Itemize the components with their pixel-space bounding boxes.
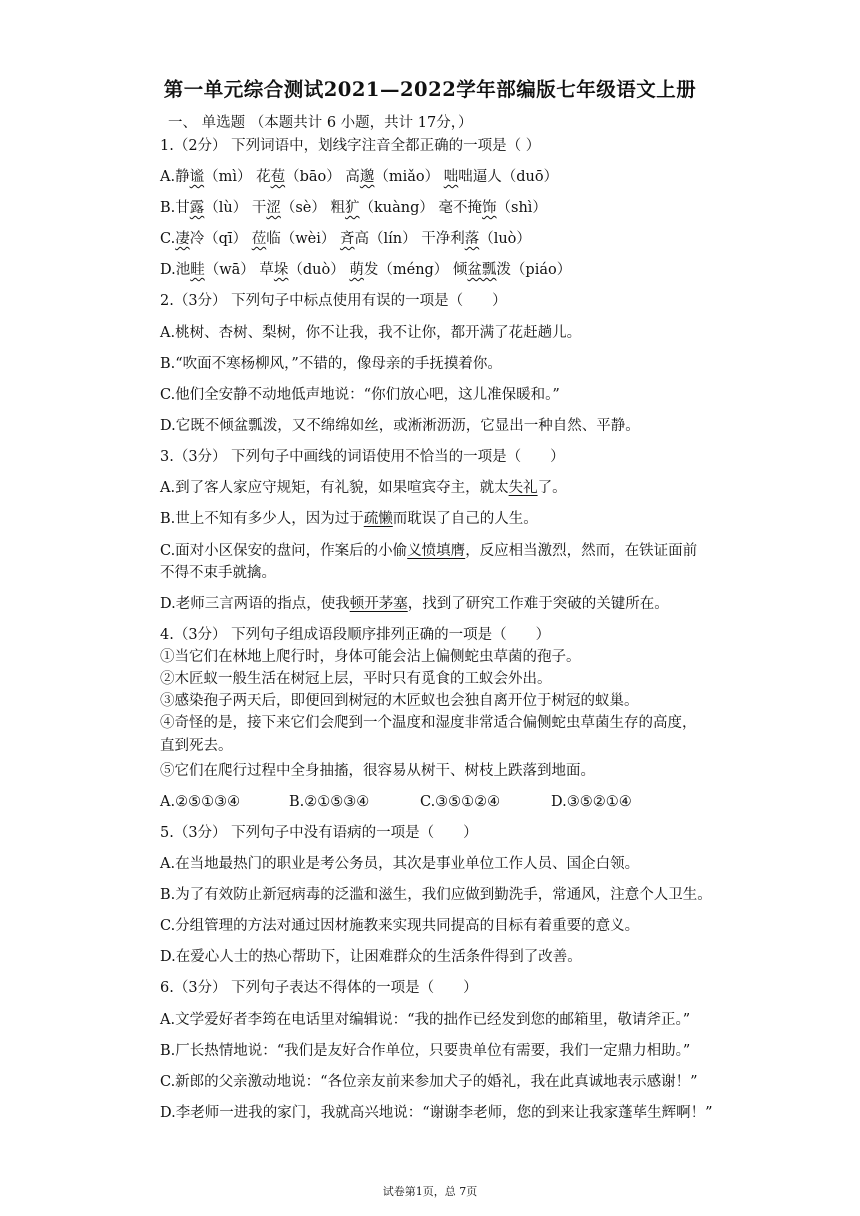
section-heading: 一、 单选题 （本题共计 6 小题，共计 17分，）	[168, 115, 473, 131]
underlined-char: 饰	[482, 200, 497, 216]
q2-stem: 2.（3分） 下列句子中标点使用有误的一项是（ ）	[160, 293, 507, 309]
q1-option-c[interactable]	[160, 230, 531, 248]
q4-sentence-4-continued: 直到死去。	[160, 738, 233, 754]
text: 咄逼人（duō）	[458, 169, 559, 185]
text: （kuàng） 毫不掩	[359, 200, 482, 216]
text: （shì）	[496, 200, 547, 216]
underlined-char: 苞	[270, 169, 286, 185]
q4-sentence-1: ①当它们在林地上爬行时，身体可能会沾上偏侧蛇虫草菌的孢子。	[160, 649, 581, 665]
q6-option-b[interactable]: B.厂长热情地说：“我们是友好合作单位，只要贵单位有需要，我们一定鼎力相助。”	[160, 1043, 691, 1059]
q1-option-a[interactable]	[160, 168, 558, 186]
q4-sentence-2: ②木匠蚁一般生活在树冠上层，平时只有觅食的工蚁会外出。	[160, 671, 552, 687]
text: B.甘	[160, 200, 190, 216]
underlined-char: 犷	[345, 200, 360, 216]
underlined-char: 落	[464, 231, 480, 247]
q3-option-a[interactable]	[160, 479, 567, 497]
underlined-char: 萌	[349, 262, 364, 278]
text: 泼（piáo）	[496, 262, 572, 278]
text: B.世上不知有多少人，因为过于	[160, 511, 364, 527]
q5-option-b[interactable]: B.为了有效防止新冠病毒的泛滥和滋生，我们应做到勤洗手，常通风，注意个人卫生。	[160, 887, 712, 903]
underlined-char: 莅	[251, 231, 267, 247]
q6-option-a[interactable]: A.文学爱好者李筠在电话里对编辑说：“我的拙作已经发到您的邮箱里，敬请斧正。”	[160, 1012, 691, 1028]
q4-option-b[interactable]: B.②①⑤③④	[289, 794, 370, 810]
text: 高（lín） 干净利	[354, 231, 465, 247]
text: （miǎo）	[374, 169, 444, 185]
q2-option-d[interactable]: D.它既不倾盆瓢泼，又不绵绵如丝，或淅淅沥沥，它显出一种自然、平静。	[160, 418, 640, 434]
underlined-char: 咄	[443, 169, 459, 185]
q4-stem: 4.（3分） 下列句子组成语段顺序排列正确的一项是（ ）	[160, 627, 551, 643]
q3-stem: 3.（3分） 下列句子中画线的词语使用不恰当的一项是（ ）	[160, 449, 565, 465]
text: 发（méng） 倾	[363, 262, 468, 278]
q4-option-d[interactable]: D.③⑤②①④	[551, 794, 632, 810]
q1-option-d[interactable]	[160, 261, 571, 279]
q4-sentence-3: ③感染孢子两天后，即便回到树冠的木匠蚁也会独自离开位于树冠的蚁巢。	[160, 693, 639, 709]
underlined-char: 涩	[266, 200, 281, 216]
text: （bāo） 高	[285, 169, 360, 185]
q3-option-b[interactable]	[160, 510, 538, 528]
text: （duò）	[288, 262, 350, 278]
text: 临（wèi）	[266, 231, 340, 247]
q2-option-b[interactable]: B.“吹面不寒杨柳风，”不错的，像母亲的手抚摸着你。	[160, 356, 502, 372]
q1-option-b[interactable]	[160, 199, 547, 217]
q5-stem: 5.（3分） 下列句子中没有语病的一项是（ ）	[160, 825, 478, 841]
underlined-char: 斉	[339, 231, 355, 247]
page-footer: 试卷第1页，总 7页	[382, 1185, 478, 1198]
underlined-char: 垛	[273, 262, 289, 278]
text: A.到了客人家应守规矩，有礼貌，如果喧宾夺主，就太	[160, 480, 509, 496]
q3-option-c[interactable]	[160, 542, 697, 560]
underlined-word: 顿开茅塞	[349, 596, 408, 612]
q5-option-d[interactable]: D.在爱心人士的热心帮助下，让困难群众的生活条件得到了改善。	[160, 949, 582, 965]
text: （sè） 粗	[280, 200, 345, 216]
q5-option-a[interactable]: A.在当地最热门的职业是考公务员，其次是事业单位工作人员、国企白领。	[160, 856, 640, 872]
underlined-char: 邈	[359, 169, 375, 185]
underlined-char: 谧	[189, 169, 205, 185]
q4-option-a[interactable]: A.②⑤①③④	[160, 794, 241, 810]
text: D.池	[160, 262, 191, 278]
text: D.老师三言两语的指点，使我	[160, 596, 350, 612]
q3-option-d[interactable]	[160, 595, 669, 613]
q2-option-a[interactable]: A.桃树、杏树、梨树，你不让我，我不让你，都开满了花赶趟儿。	[160, 325, 582, 341]
text: C.	[160, 231, 176, 247]
text: （mì） 花	[204, 169, 271, 185]
underlined-char: 畦	[190, 262, 205, 278]
text: A.静	[160, 169, 190, 185]
text: ，找到了研究工作难于突破的关键所在。	[407, 596, 669, 612]
underlined-word: 失礼	[508, 480, 538, 496]
q6-option-d[interactable]: D.李老师一进我的家门，我就高兴地说：“谢谢李老师，您的到来让我家蓬荜生辉啊！”	[160, 1105, 713, 1121]
text: （lù） 干	[204, 200, 267, 216]
text: 了。	[537, 480, 567, 496]
q6-stem: 6.（3分） 下列句子表达不得体的一项是（ ）	[160, 980, 478, 996]
text: C.面对小区保安的盘问，作案后的小偷	[160, 543, 408, 559]
q6-option-c[interactable]: C.新郎的父亲激动地说：“各位亲友前来参加犬子的婚礼，我在此真诚地表示感谢！”	[160, 1074, 698, 1090]
q5-option-c[interactable]: C.分组管理的方法对通过因材施教来实现共同提高的目标有着重要的意义。	[160, 918, 640, 934]
q4-sentence-4: ④奇怪的是，接下来它们会爬到一个温度和湿度非常适合偏侧蛇虫草菌生存的高度，	[160, 715, 697, 731]
q3-option-c-continued: 不得不束手就擒。	[160, 565, 276, 581]
q4-sentence-5: ⑤它们在爬行过程中全身抽搐，很容易从树干、树枝上跌落到地面。	[160, 763, 595, 779]
underlined-char: 露	[189, 200, 205, 216]
q2-option-c[interactable]: C.他们全安静不动地低声地说：“你们放心吧，这儿准保暖和。”	[160, 387, 560, 403]
underlined-word: 义愤填膺	[407, 543, 466, 559]
q1-stem: 1.（2分） 下列词语中，划线字注音全都正确的一项是（ ）	[160, 138, 541, 154]
text: ，反应相当激烈，然而，在铁证面前	[465, 543, 698, 559]
underlined-char: 凄	[175, 231, 190, 247]
page-title: 第一单元综合测试2021—2022学年部编版七年级语文上册	[163, 78, 697, 101]
q4-option-c[interactable]: C.③⑤①②④	[420, 794, 501, 810]
text: 而耽误了自己的人生。	[392, 511, 538, 527]
underlined-word: 疏懒	[363, 511, 393, 527]
text: （wā） 草	[204, 262, 274, 278]
text: （luò）	[479, 231, 531, 247]
text: 冷（qī）	[189, 231, 252, 247]
underlined-char: 盆瓢	[467, 262, 497, 278]
